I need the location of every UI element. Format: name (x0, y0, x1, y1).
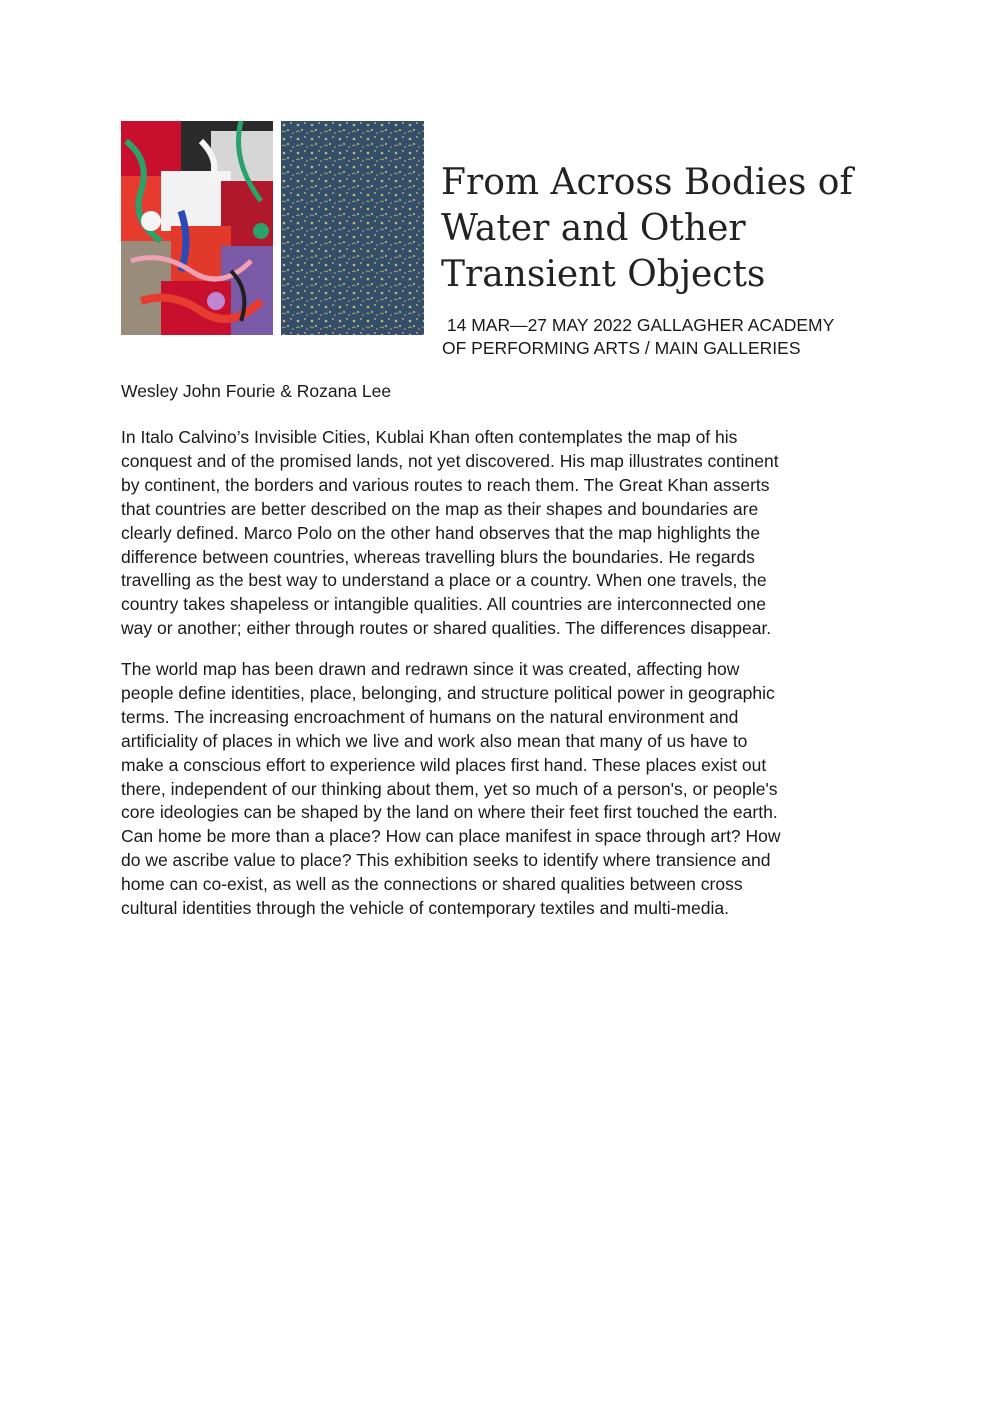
paragraph-line: travelling as the best way to understand a place or a country. When one travels, the (121, 570, 767, 591)
title-line: Water and Other (441, 208, 746, 249)
dates-line: OF PERFORMING ARTS / MAIN GALLERIES (442, 338, 801, 358)
knitted-textile-artwork-image (121, 121, 273, 335)
title-line: Transient Objects (441, 254, 766, 295)
body-paragraph-2 (121, 658, 921, 921)
paragraph-line: there, independent of our thinking about them, yet so much of a person's, or people's (121, 778, 778, 799)
body-paragraph-1 (121, 426, 921, 641)
paragraph-line: terms. The increasing encroachment of humans on the natural environment and (121, 706, 739, 727)
exhibition-title (441, 160, 921, 298)
paragraph-line: difference between countries, whereas travelling blurs the boundaries. He regards (121, 546, 755, 567)
paragraph-line: way or another; either through routes or shared qualities. The differences disappear. (121, 618, 772, 639)
knitted-textile-artwork-graphic (121, 121, 273, 335)
paragraph-line: by continent, the borders and various routes to reach them. The Great Khan asserts (121, 474, 770, 495)
paragraph-line: clearly defined. Marco Polo on the other hand observes that the map highlights the (121, 522, 761, 543)
artist-names: Wesley John Fourie & Rozana Lee (121, 381, 392, 401)
paragraph-line: country takes shapeless or intangible qualities. All countries are interconnected one (121, 594, 766, 615)
paragraph-line: Can home be more than a place? How can place manifest in space through art? How (121, 826, 781, 847)
blue-speckled-textile-artwork-image (281, 121, 424, 335)
paragraph-line: that countries are better described on the map as their shapes and boundaries are (121, 498, 759, 519)
blue-speckled-textile-artwork-graphic (281, 121, 424, 335)
exhibition-dates-venue (442, 314, 962, 360)
title-line: From Across Bodies of (441, 162, 853, 203)
paragraph-line: core ideologies can be shaped by the land on where their feet first touched the earth. (121, 802, 778, 823)
paragraph-line: people define identities, place, belonging, and structure political power in geographic (121, 682, 775, 703)
paragraph-line: In Italo Calvino’s Invisible Cities, Kublai Khan often contemplates the map of his (121, 427, 738, 447)
paragraph-line: conquest and of the promised lands, not yet discovered. His map illustrates continent (121, 450, 779, 471)
paragraph-line: make a conscious effort to experience wild places first hand. These places exist out (121, 754, 767, 775)
paragraph-line: The world map has been drawn and redrawn since it was created, affecting how (121, 659, 740, 679)
dates-line: 14 MAR—27 MAY 2022 GALLAGHER ACADEMY (442, 315, 835, 335)
paragraph-line: home can co-exist, as well as the connections or shared qualities between cross (121, 874, 743, 895)
paragraph-line: do we ascribe value to place? This exhibition seeks to identify where transience and (121, 850, 771, 871)
paragraph-line: artificiality of places in which we live and work also mean that many of us have to (121, 730, 748, 751)
paragraph-line: cultural identities through the vehicle of contemporary textiles and multi-media. (121, 898, 729, 919)
